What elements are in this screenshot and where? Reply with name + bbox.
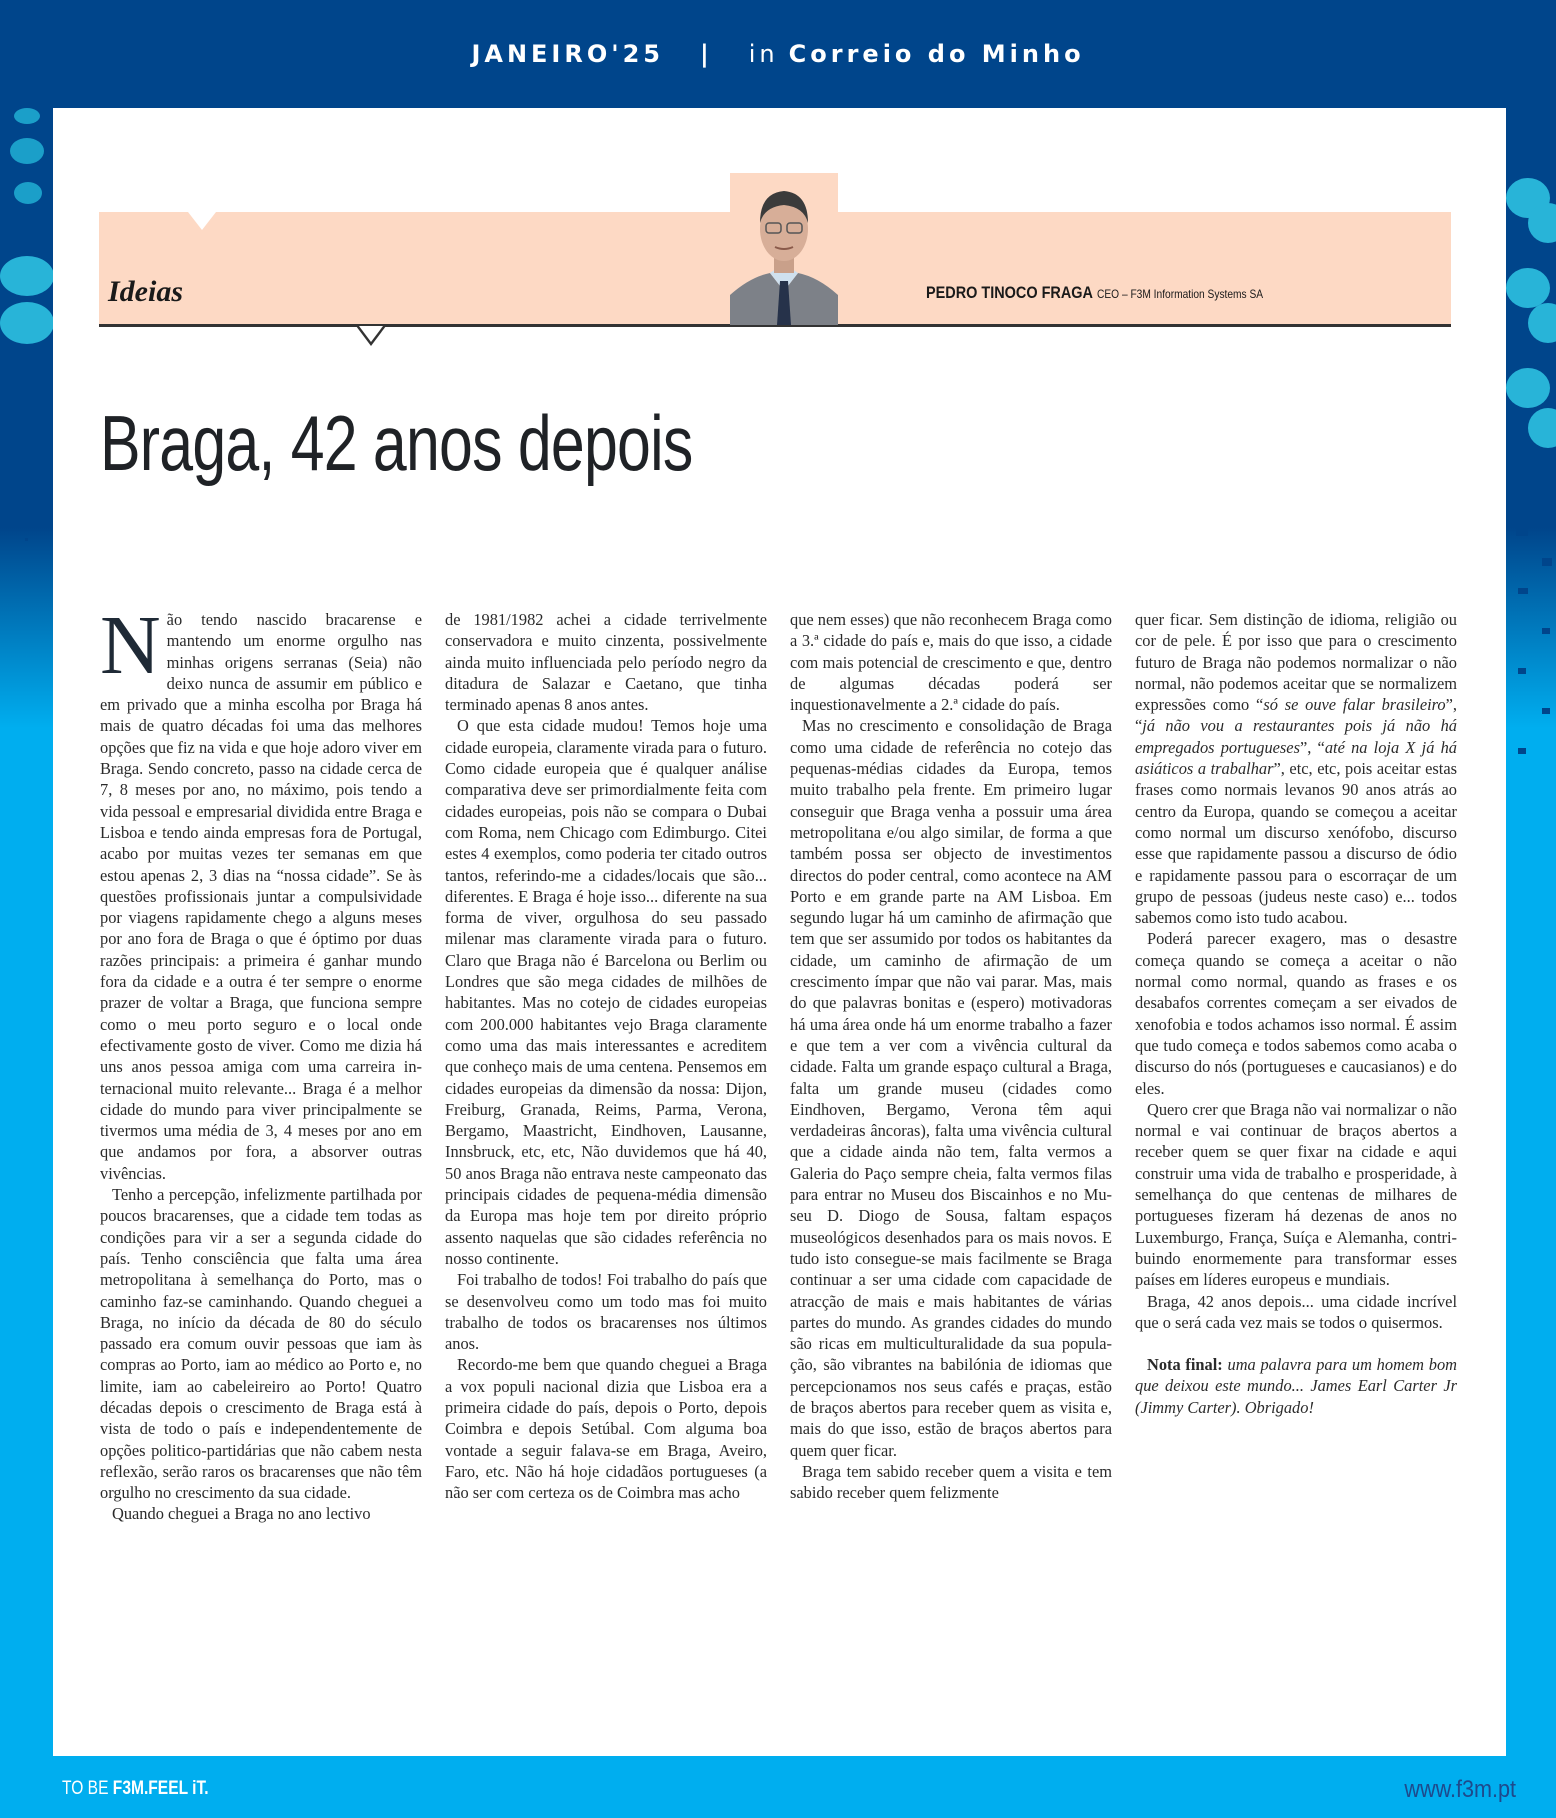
final-note	[1135, 1354, 1457, 1418]
header-separator: |	[699, 40, 713, 68]
paragraph: Tenho a percepção, infelizmente partilhada por poucos bracarenses, que a cidade tem todas as condições para vir a ser a segunda cidade do país. Tenho consciência que falta uma área metropolitana à semelhança do Porto, mas o caminho faz-se caminhando. Quando cheguei a Braga, no início da década de 80 do século passado era comum ouvir pessoas que iam às compras ao Porto, iam ao médico ao Porto e, no limite, iam ao cabeleireiro ao Porto! Quatro décadas depois o crescimento de Braga está à vista de todo o país e independentemente de opções politico-partidárias que não cabem nesta reflexão, serão raros os bracarenses que não têm orgulho no crescimento da sua cidade.	[100, 1185, 422, 1503]
source-name: Correio do Minho	[788, 40, 1085, 68]
article-title: Braga, 42 anos depois	[100, 399, 693, 487]
left-decorative-pattern	[0, 108, 54, 1758]
article-column-4	[1135, 609, 1457, 1525]
paragraph: Braga, 42 anos depois... uma cidade incrível que o será cada vez mais se todos o quisermos.	[1135, 1291, 1457, 1332]
paragraph: Mas no crescimento e consolidação de Braga como uma cidade de referência no cotejo das pequenas-médias cidades da Europa, temos muito trabalho pela frente. Em primeiro lugar conseguir que Braga venha a possuir uma área metropolitana e/ou algo similar, de forma a que também possa ser objecto de investimentos directos do poder central, como acontece na AM Porto e em grande parte na AM Lisboa. Em segundo lugar há um caminho de afirmação que tem que ser assumido por todos os habitantes da cidade, um caminho de afirmação de um crescimento ímpar que não vai parar. Mas, mais do que palavras bonitas e (espero) motivadoras há uma área onde há um enorme trabalho a fazer e que tem a ver com a vivência cultural da cidade. Falta um grande espaço cultural a Braga, falta um grande museu (cidades como Eindhoven, Bergamo, Verona têm aqui verdadeiras âncoras), falta uma vivência cultural que a cidade ainda não tem, falta vermos a Galeria do Paço sempre cheia, falta vermos filas para entrar no Museu dos Biscainhos e no Museu D. Diogo de Sousa, faltam espaços museológicos desenhados para os mais novos. E tudo isto consegue-se mais facilmente se Braga continuar a ser uma cidade com capacidade de atracção de mais e mais habitantes de várias partes do mundo. As grandes cidades do mundo são ricas em multiculturalidade da sua população, são vibrantes na babilónia de idiomas que percepcionamos nos seus cafés e praças, estão de braços abertos para receber quem as visita e, mais do que isso, estão de braços abertos para quem quer ficar.	[790, 716, 1112, 1460]
paragraph	[100, 599, 422, 1184]
banner-pointer-decoration	[356, 326, 386, 346]
paragraph-text: ão tendo nascido bracarense e mantendo um enorme orgulho nas minhas origens serranas (Seia) não deixo nunca de assumir em público e em privado que a minha escolha por Braga há mais de quatro décadas foi uma das melhores opções que fiz na vida e que hoje adoro viver em Braga. Sendo concreto, passo na cidade cerca de 7, 8 meses por ano, no máximo, pois tendo a vida pessoal e empresarial dividida entre Braga e Lisboa e tendo ainda empresas fora de Portugal, acabo por muitas vezes ter semanas em que estou apenas 2, 3 dias na “nossa cidade”. Se às questões profissionais juntar a compulsividade por viagens rapidamente chego a alguns meses por ano fora de Braga o que é óptimo por duas razões principais: a primeira é ganhar mundo fora da cidade e a outra é ter sempre o enorme prazer de voltar a Braga, que funciona sempre como o meu porto seguro e o local onde efectivamente gosto de viver. Como me dizia há uns anos pessoa amiga com uma carreira internacional muito relevante... Braga é a melhor cidade do mundo para viver principalmente se tivermos uma média de 3, 4 meses por ano em que andamos por fora, a absorver outras vivências.	[100, 610, 422, 1183]
issue-date: JANEIRO'25	[471, 40, 664, 68]
paragraph: Poderá parecer exagero, mas o desastre começa quando se começa a aceitar o não normal como normal, quando as frases e os desabafos correntes começam a ser eivados de xenofobia e todos achamos isso normal. É assim que tudo começa e todos sabemos como acaba o discurso do nós (portugueses e caucasianos) e do eles.	[1135, 929, 1457, 1098]
paragraph: Quero crer que Braga não vai normalizar o não normal e vai continuar de braços abertos a receber quem se quer fixar na cidade e aqui construir uma vida de trabalho e prosperidade, à semelhança do que centenas de milhares de portugueses fizeram há dezenas de anos no Luxemburgo, França, Suíça e Alemanha, contribuindo enormemente para transformar esses países em líderes europeus e mundiais.	[1135, 1099, 1457, 1290]
paragraph: Braga tem sabido receber quem a visita e tem sabido receber quem felizmente	[790, 1461, 1112, 1503]
author-role: CEO – F3M Information Systems SA	[1097, 287, 1264, 301]
quote: só se ouve falar brasileiro	[1263, 695, 1446, 715]
paragraph: Foi trabalho de todos! Foi trabalho do país que se desenvolveu como um todo mas foi muito trabalho de todos os bracarenses nos últimos anos.	[445, 1270, 767, 1354]
author-name: PEDRO TINOCO FRAGA	[926, 283, 1093, 302]
article-column-2	[445, 609, 767, 1525]
publication-header	[0, 0, 1556, 108]
final-note-label: Nota final:	[1147, 1355, 1223, 1375]
drop-cap: N	[100, 599, 161, 692]
paragraph	[1135, 609, 1457, 928]
footer-tagline	[62, 1778, 209, 1800]
final-note-text: uma palavra para um homem bom que deixou este mundo... James Earl Carter Jr (Jimmy Carter). Obrigado!	[1135, 1355, 1457, 1417]
tagline-brand: F3M.FEEL iT.	[112, 1778, 209, 1799]
article-body	[100, 599, 1462, 1525]
banner-notch-decoration	[188, 212, 216, 230]
paragraph: Quando cheguei a Braga no ano lectivo	[112, 1504, 371, 1524]
article-column-3	[790, 609, 1112, 1525]
paragraph-text: ”, etc, etc, pois aceitar estas frases como normais levanos 90 anos atrás ao centro da Europa, quando se começou a aceitar como normal um discurso xenófobo, discurso esse que rapidamente passou a discurso de ódio e rapidamente passou para o escorraçar de um grupo de pessoas (judeus neste caso) e... todos sabemos como isto tudo acabou.	[1135, 759, 1457, 928]
right-decorative-pattern	[1506, 108, 1556, 1758]
quote: já não vou a restaurantes pois já não há empregados portugueses	[1135, 716, 1457, 757]
paragraph: O que esta cidade mudou! Temos hoje uma cidade europeia, claramente virada para o futuro. Como cidade europeia que é qualquer análise comparativa deve ser primordialmente feita com cidades europeias, pois não se compara o Dubai com Roma, nem Chicago com Edimburgo. Citei estes 4 exemplos, como poderia ter citado outros tantos, referindo-me a cidades/locais que são... diferentes. E Braga é hoje isso... diferente na sua forma de viver, orgulhosa do seu passado milenar mas claramente virada para o futuro. Claro que Braga não é Barcelona ou Berlim ou Londres que são mega cidades de milhões de habitantes. Mas no cotejo de cidades europeias com 200.000 habitantes vejo Braga claramente como uma das mais interessantes e acreditem que conheço mais de uma centena. Pensemos em cidades europeias da dimensão da nossa: Dijon, Freiburg, Granada, Reims, Parma, Verona, Bergamo, Maastricht, Eindhoven, Lausanne, Innsbruck, etc, etc, Não duvidemos que há 40, 50 anos Braga não entrava neste campeonato das principais cidades de pequena-média dimensão da Europa mas hoje tem por direito próprio assento naquelas que são cidades referência no nosso continente.	[445, 716, 767, 1268]
paragraph: Recordo-me bem que quando cheguei a Braga a vox populi nacional dizia que Lisboa era a primeira cidade do país, depois o Porto, depois Coimbra e depois Setúbal. Com alguma boa vontade a seguir falava-se em Braga, Aveiro, Faro, etc. Não há hoje cidadãos portugueses (a não ser com certeza os de Coimbra mas acho	[445, 1355, 767, 1503]
author-byline	[926, 283, 1263, 303]
source-prefix: in	[748, 40, 779, 68]
paragraph-text: quer ficar. Sem distinção de idioma, religião ou cor de pele. É por isso que para o crescimento futuro de Braga não podemos normalizar o não normal, não podemos aceitar que se normalizem expressões como “	[1135, 610, 1457, 715]
article-column-1	[100, 599, 422, 1525]
paragraph-text: ”, “	[1135, 695, 1457, 736]
website-link[interactable]: www.f3m.pt	[1404, 1776, 1516, 1803]
paragraph-text: ”, “	[1299, 737, 1325, 757]
section-label: Ideias	[108, 275, 183, 308]
paragraph: de 1981/1982 achei a cidade terrivelmente conservadora e muito cinzenta, possivelmente ainda muito influenciada pelo período negro da ditadura de Salazar e Caetano, que tinha terminado apenas 8 anos antes.	[445, 610, 767, 715]
author-portrait-icon	[730, 173, 838, 325]
quote: até na loja X já há asiáticos a trabalhar	[1135, 737, 1457, 779]
paragraph: que nem esses) que não reconhecem Braga como a 3.ª cidade do país e, mais do que isso, a cidade com mais potencial de crescimento e que, dentro de algumas décadas poderá ser inquestionavelmente a 2.ª cidade do país.	[790, 610, 1112, 715]
tagline-prefix: TO BE	[62, 1778, 109, 1799]
